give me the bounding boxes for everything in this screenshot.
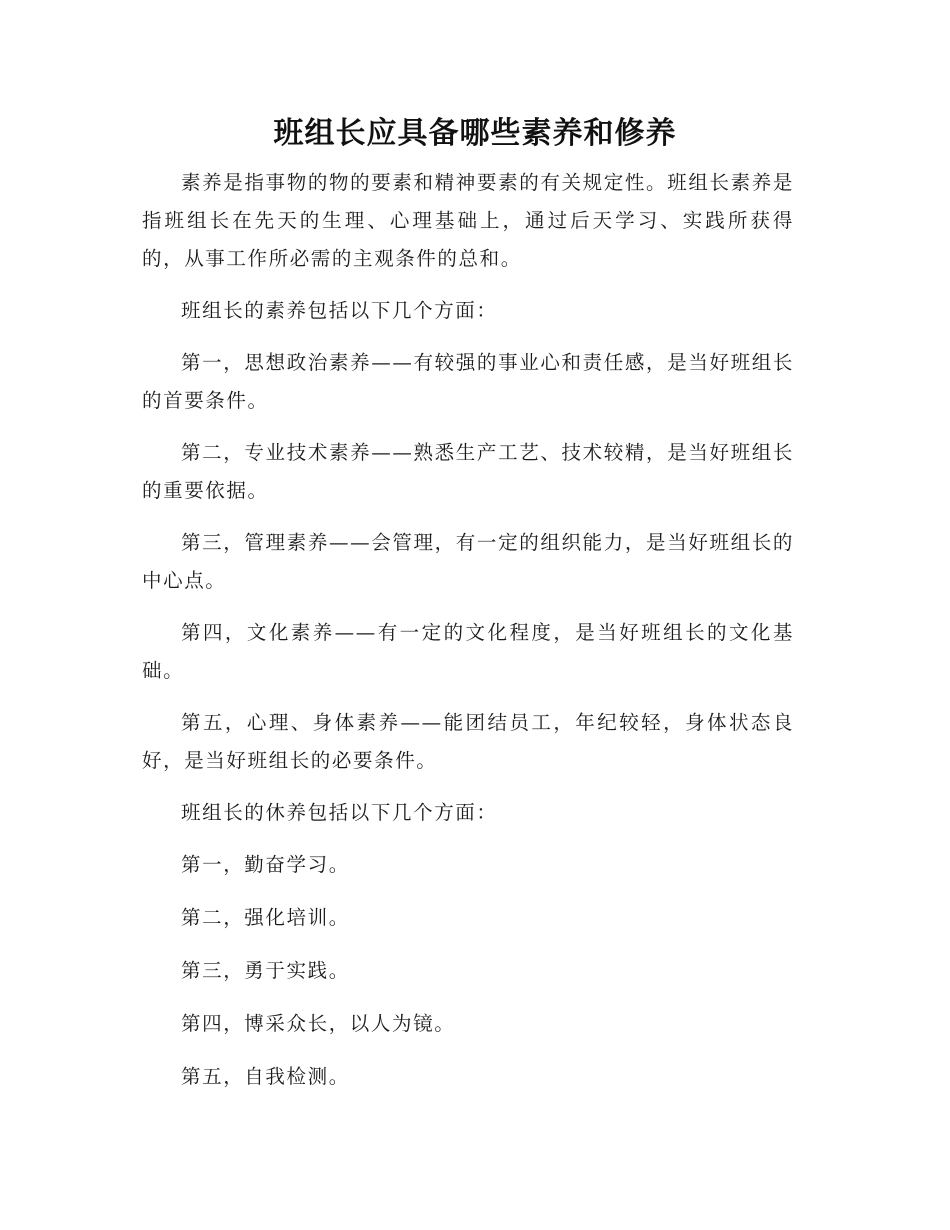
paragraph-cultivation-3: 第三，勇于实践。 [181, 959, 350, 982]
paragraph-cultivation-1: 第一，勤奋学习。 [181, 853, 350, 876]
paragraph-cultivation-5: 第五，自我检测。 [181, 1065, 350, 1088]
paragraph-qualities-intro: 班组长的素养包括以下几个方面： [181, 299, 498, 322]
paragraph-quality-1: 第一，思想政治素养——有较强的事业心和责任感，是当好班组长的首要条件。 [142, 351, 794, 412]
paragraph-quality-4: 第四，文化素养——有一定的文化程度，是当好班组长的文化基础。 [142, 621, 794, 682]
paragraph-quality-3: 第三，管理素养——会管理，有一定的组织能力，是当好班组长的中心点。 [142, 531, 794, 592]
paragraph-cultivation-intro: 班组长的休养包括以下几个方面： [181, 801, 498, 824]
document-body [142, 164, 794, 1111]
paragraph-quality-5: 第五，心理、身体素养——能团结员工，年纪较轻，身体状态良好，是当好班组长的必要条件。 [142, 711, 794, 772]
paragraph-definition: 素养是指事物的物的要素和精神要素的有关规定性。班组长素养是指班组长在先天的生理、心理基础上，通过后天学习、实践所获得的，从事工作所必需的主观条件的总和。 [142, 171, 794, 270]
paragraph-quality-2: 第二，专业技术素养——熟悉生产工艺、技术较精，是当好班组长的重要依据。 [142, 441, 794, 502]
paragraph-cultivation-2: 第二，强化培训。 [181, 906, 350, 929]
document-title: 班组长应具备哪些素养和修养 [273, 116, 677, 151]
paragraph-cultivation-4: 第四，博采众长，以人为镜。 [181, 1012, 456, 1035]
